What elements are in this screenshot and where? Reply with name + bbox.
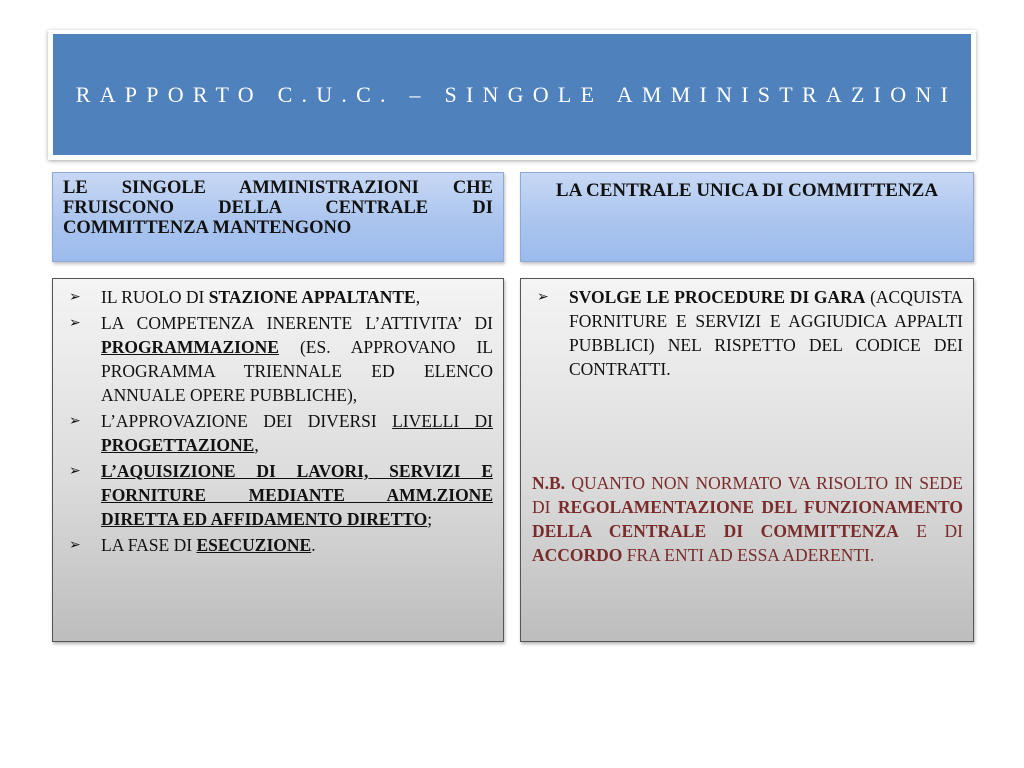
item-bold-text: L’AQUISIZIONE DI LAVORI, SERVIZI E FORNITURE MEDIANTE AMM.ZIONE DIRETTA ED AFFIDAMENTO DIRETTO xyxy=(101,461,493,529)
item-text: IL RUOLO DI xyxy=(101,287,209,307)
arrowhead-icon: ➢ xyxy=(537,289,549,305)
title-frame xyxy=(48,30,976,160)
note-text: QUANTO NON NORMATO VA RISOLTO IN SEDE DI xyxy=(532,473,963,517)
item-underlined-text: LIVELLI DI xyxy=(392,411,493,431)
item-bold-text: PROGETTAZIONE xyxy=(101,435,255,455)
list-item xyxy=(63,459,493,531)
title-bar xyxy=(53,34,971,155)
arrowhead-icon: ➢ xyxy=(69,289,81,305)
right-header-box: LA CENTRALE UNICA DI COMMITTENZA xyxy=(520,172,974,262)
note-bold-text: REGOLAMENTAZIONE DEL FUNZIONAMENTO DELLA CENTRALE DI COMMITTENZA xyxy=(532,497,963,541)
item-bold-text: ESECUZIONE xyxy=(196,535,312,555)
item-text: LA COMPETENZA INERENTE L’ATTIVITA’ DI xyxy=(101,313,493,333)
note-text: FRA ENTI AD ESSA ADERENTI. xyxy=(622,545,875,565)
arrowhead-icon: ➢ xyxy=(69,463,81,479)
item-text: ; xyxy=(427,509,433,529)
item-text: , xyxy=(254,435,259,455)
arrowhead-icon: ➢ xyxy=(69,315,81,331)
item-text: L’APPROVAZIONE DEI DIVERSI xyxy=(101,411,393,431)
right-content-box xyxy=(520,278,974,642)
item-bold-text: PROGRAMMAZIONE xyxy=(101,337,279,357)
arrowhead-icon: ➢ xyxy=(69,413,81,429)
item-text: LA FASE DI xyxy=(101,535,197,555)
list-item xyxy=(63,409,493,457)
left-header-box: LE SINGOLE AMMINISTRAZIONI CHE FRUISCONO DELLA CENTRALE DI COMMITTENZA MANTENGONO xyxy=(52,172,504,262)
item-text: , xyxy=(415,287,421,307)
item-bold-text: SVOLGE LE PROCEDURE DI GARA xyxy=(569,287,866,307)
list-item xyxy=(63,533,493,557)
note-bold-text: ACCORDO xyxy=(532,545,623,565)
list-item xyxy=(531,285,963,381)
note-paragraph xyxy=(532,471,963,567)
note-text: E DI xyxy=(898,521,964,541)
item-text: (ACQUISTA FORNITURE E SERVIZI E AGGIUDICA APPALTI PUBBLICI) NEL RISPETTO DEL CODICE DEI CONTRATTI. xyxy=(569,287,963,379)
list-item xyxy=(63,311,493,407)
arrowhead-icon: ➢ xyxy=(69,537,81,553)
list-item xyxy=(63,285,493,309)
item-text: . xyxy=(311,535,316,555)
item-bold-text: STAZIONE APPALTANTE xyxy=(208,287,416,307)
note-label: N.B. xyxy=(532,473,566,493)
left-content-box xyxy=(52,278,504,642)
item-text: (ES. APPROVANO IL PROGRAMMA TRIENNALE ED ELENCO ANNUALE OPERE PUBBLICHE), xyxy=(101,337,493,405)
slide-title: RAPPORTO C.U.C. – SINGOLE AMMINISTRAZIONI xyxy=(75,81,958,107)
